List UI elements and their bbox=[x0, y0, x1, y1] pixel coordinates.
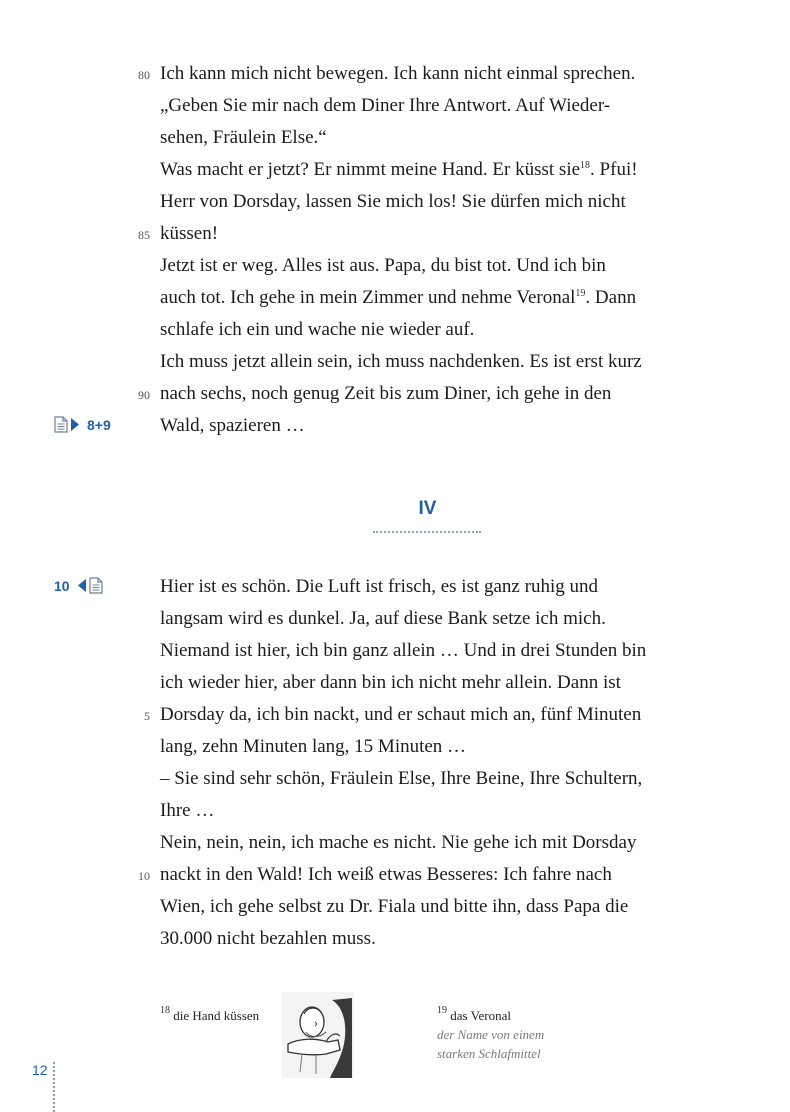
text-line bbox=[160, 159, 638, 181]
text-segment: auch tot. Ich gehe in mein Zimmer und nehme Veronal bbox=[160, 287, 576, 308]
line-number: 5 bbox=[144, 709, 150, 723]
footnote-19 bbox=[437, 1006, 544, 1063]
text-line: nackt in den Wald! Ich weiß etwas Besseres: Ich fahre nach bbox=[160, 864, 612, 885]
text-line: Hier ist es schön. Die Luft ist frisch, es ist ganz ruhig und bbox=[160, 576, 598, 597]
footnote-number: 19 bbox=[437, 1005, 447, 1016]
footnote-heading bbox=[437, 1006, 544, 1025]
line-number: 85 bbox=[138, 228, 150, 242]
text-line: – Sie sind sehr schön, Fräulein Else, Ihre Beine, Ihre Schultern, bbox=[160, 768, 643, 789]
text-line: Niemand ist hier, ich bin ganz allein … Und in drei Stunden bin bbox=[160, 640, 647, 661]
text-line: 30.000 nicht bezahlen muss. bbox=[160, 928, 376, 949]
text-line: sehen, Fräulein Else.“ bbox=[160, 127, 327, 148]
play-left-icon bbox=[78, 579, 86, 592]
footnote-definition: starken Schlafmittel bbox=[437, 1046, 541, 1061]
text-line: Ihre … bbox=[160, 800, 215, 821]
page-number: 12 bbox=[32, 1062, 48, 1078]
text-line bbox=[160, 287, 636, 309]
text-line: lang, zehn Minuten lang, 15 Minuten … bbox=[160, 736, 467, 757]
footnote-marker[interactable]: 18 bbox=[580, 160, 591, 171]
text-line: Nein, nein, nein, ich mache es nicht. Nie gehe ich mit Dorsday bbox=[160, 832, 637, 853]
text-line: Wald, spazieren … bbox=[160, 415, 305, 436]
document-icon bbox=[54, 416, 68, 433]
footnote-definition: der Name von einem bbox=[437, 1027, 545, 1042]
document-icon bbox=[89, 577, 103, 594]
line-number: 80 bbox=[138, 68, 150, 82]
text-segment: . Pfui! bbox=[590, 159, 638, 180]
chapter-title: IV bbox=[418, 498, 437, 519]
text-line: Dorsday da, ich bin nackt, und er schaut mich an, fünf Minuten bbox=[160, 704, 642, 725]
text-line: küssen! bbox=[160, 223, 219, 244]
audio-track-end-marker[interactable] bbox=[54, 416, 111, 433]
text-line: langsam wird es dunkel. Ja, auf diese Bank setze ich mich. bbox=[160, 608, 606, 629]
text-line: Ich muss jetzt allein sein, ich muss nachdenken. Es ist erst kurz bbox=[160, 351, 642, 372]
footnote-number: 18 bbox=[160, 1005, 170, 1016]
footnote-term: die Hand küssen bbox=[173, 1008, 260, 1023]
hand-kiss-illustration bbox=[282, 992, 354, 1078]
text-line: Jetzt ist er weg. Alles ist aus. Papa, du bist tot. Und ich bin bbox=[160, 255, 606, 276]
footnote-18 bbox=[160, 1006, 259, 1025]
text-segment: Was macht er jetzt? Er nimmt meine Hand. Er küsst sie bbox=[160, 159, 581, 180]
audio-track-label: 10 bbox=[54, 577, 70, 594]
audio-track-start-marker[interactable] bbox=[54, 577, 103, 594]
page-number-rule bbox=[53, 1062, 55, 1112]
text-line: nach sechs, noch genug Zeit bis zum Diner, ich gehe in den bbox=[160, 383, 612, 404]
text-line: schlafe ich ein und wache nie wieder auf. bbox=[160, 319, 475, 340]
chapter-divider bbox=[373, 531, 481, 533]
audio-track-label: 8+9 bbox=[87, 416, 111, 433]
line-number: 90 bbox=[138, 388, 150, 402]
footnote-marker[interactable]: 19 bbox=[575, 288, 586, 299]
footnote-term: das Veronal bbox=[450, 1008, 512, 1023]
play-right-icon bbox=[71, 418, 79, 431]
text-segment: . Dann bbox=[585, 287, 637, 308]
text-line: Wien, ich gehe selbst zu Dr. Fiala und bitte ihn, dass Papa die bbox=[160, 896, 629, 917]
text-line: Herr von Dorsday, lassen Sie mich los! Sie dürfen mich nicht bbox=[160, 191, 626, 212]
text-line: Ich kann mich nicht bewegen. Ich kann nicht einmal sprechen. bbox=[160, 63, 636, 84]
text-line: „Geben Sie mir nach dem Diner Ihre Antwort. Auf Wieder- bbox=[160, 95, 611, 116]
line-number: 10 bbox=[138, 869, 150, 883]
text-line: ich wieder hier, aber dann bin ich nicht mehr allein. Dann ist bbox=[160, 672, 621, 693]
